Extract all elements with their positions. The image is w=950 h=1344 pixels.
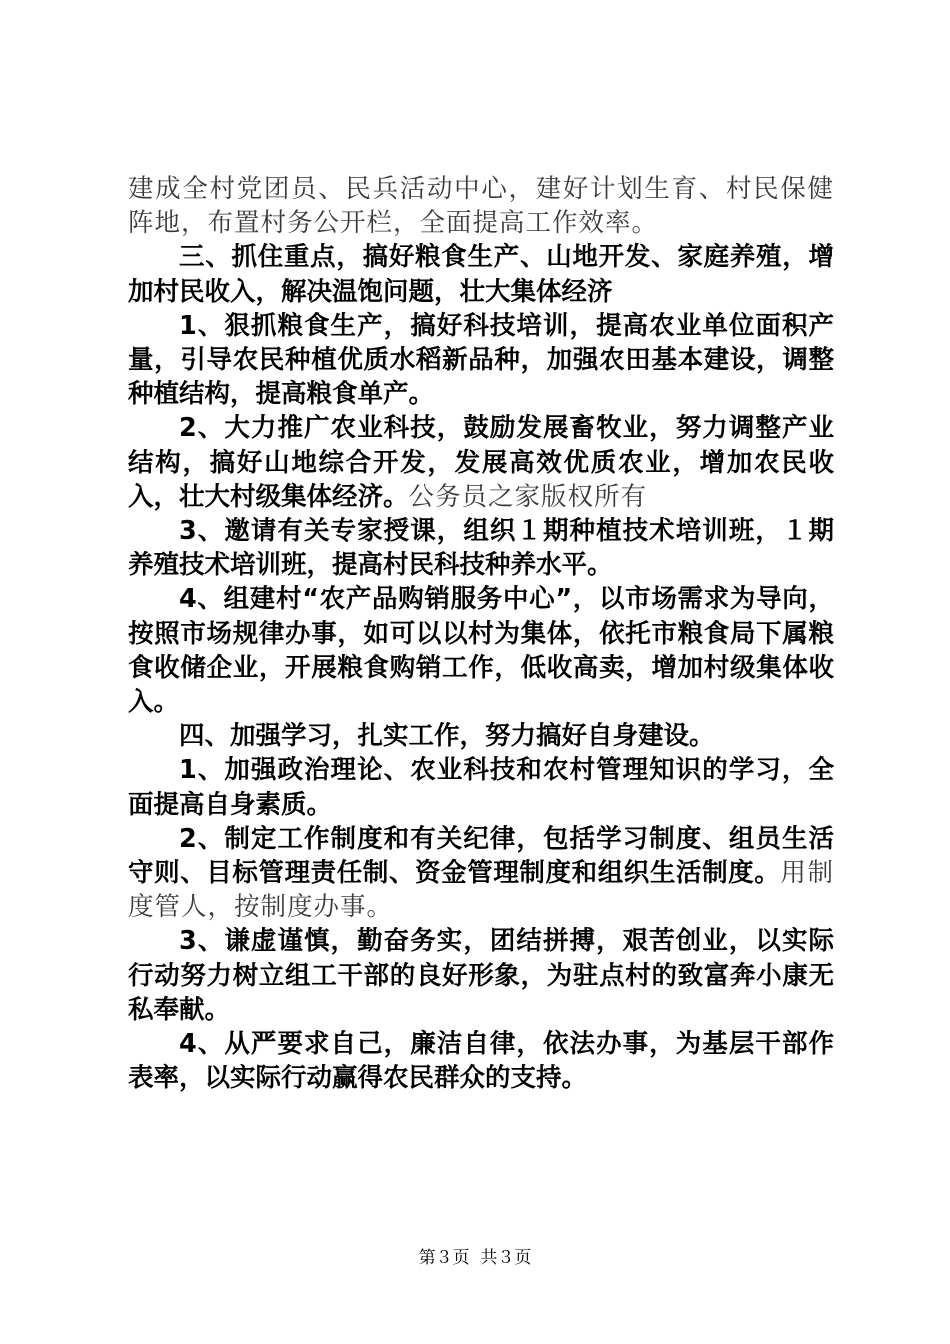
paragraph-6-main: 4、组建村“农产品购销服务中心”，以市场需求为导向，按照市场规律办事，如可以以村为集体，依托市粮食局下属粮食收储企业，开展粮食购销工作，低收高卖，增加村级集体收入。 [128,584,834,718]
paragraph-5-main: 3、邀请有关专家授课，组织１期种植技术培训班，１期养殖技术培训班，提高村民科技种养水平。 [128,516,834,581]
paragraph-8-main: 1、加强政治理论、农业科技和农村管理知识的学习，全面提高自身素质。 [128,755,834,820]
paragraph-9-main: 2、制定工作制度和有关纪律，包括学习制度、组员生活守则、目标管理责任制、资金管理制度和组织生活制度。 [128,823,834,889]
paragraph-6 [128,582,834,719]
paragraph-4-main: 2、大力推广农业科技，鼓励发展畜牧业，努力调整产业结构，搞好山地综合开发，发展高效优质农业，增加农民收入，壮大村级集体经济。 [128,413,834,512]
paragraph-10 [128,924,834,1027]
paragraph-5 [128,514,834,582]
paragraph-7-main: 四、加强学习，扎实工作，努力搞好自身建设。 [179,721,715,752]
page-footer [0,1243,950,1268]
paragraph-10-main: 3、谦虚谨慎，勤奋务实，团结拼搏，艰苦创业，以实际行动努力树立组工干部的良好形象，为驻点村的致富奔小康无私奉献。 [128,926,834,1025]
paragraph-1 [128,172,834,240]
paragraph-4 [128,411,834,514]
paragraph-2 [128,240,834,308]
document-body [128,172,834,1095]
paragraph-7 [128,719,834,753]
paragraph-9-tail: 用制度管人，按制度办事。 [128,858,834,923]
page-number-label: 第３页 共３页 [418,1248,532,1268]
paragraph-9 [128,822,834,925]
paragraph-2-main: 三、抓住重点，搞好粮食生产、山地开发、家庭养殖，增加村民收入，解决温饱问题，壮大集体经济 [128,242,834,307]
paragraph-11-main: 4、从严要求自己，廉洁自律，依法办事，为基层干部作表率，以实际行动赢得农民群众的支持。 [128,1029,834,1094]
paragraph-11 [128,1027,834,1095]
paragraph-3 [128,309,834,412]
paragraph-3-main: 1、狠抓粮食生产，搞好科技培训，提高农业单位面积产量，引导农民种植优质水稻新品种，加强农田基本建设，调整种植结构，提高粮食单产。 [128,310,834,410]
paragraph-4-tail: 公务员之家版权所有 [408,481,648,512]
paragraph-8 [128,753,834,821]
paragraph-1-tail: 建成全村党团员、民兵活动中心，建好计划生育、村民保健阵地，布置村务公开栏，全面提高工作效率。 [128,174,834,239]
